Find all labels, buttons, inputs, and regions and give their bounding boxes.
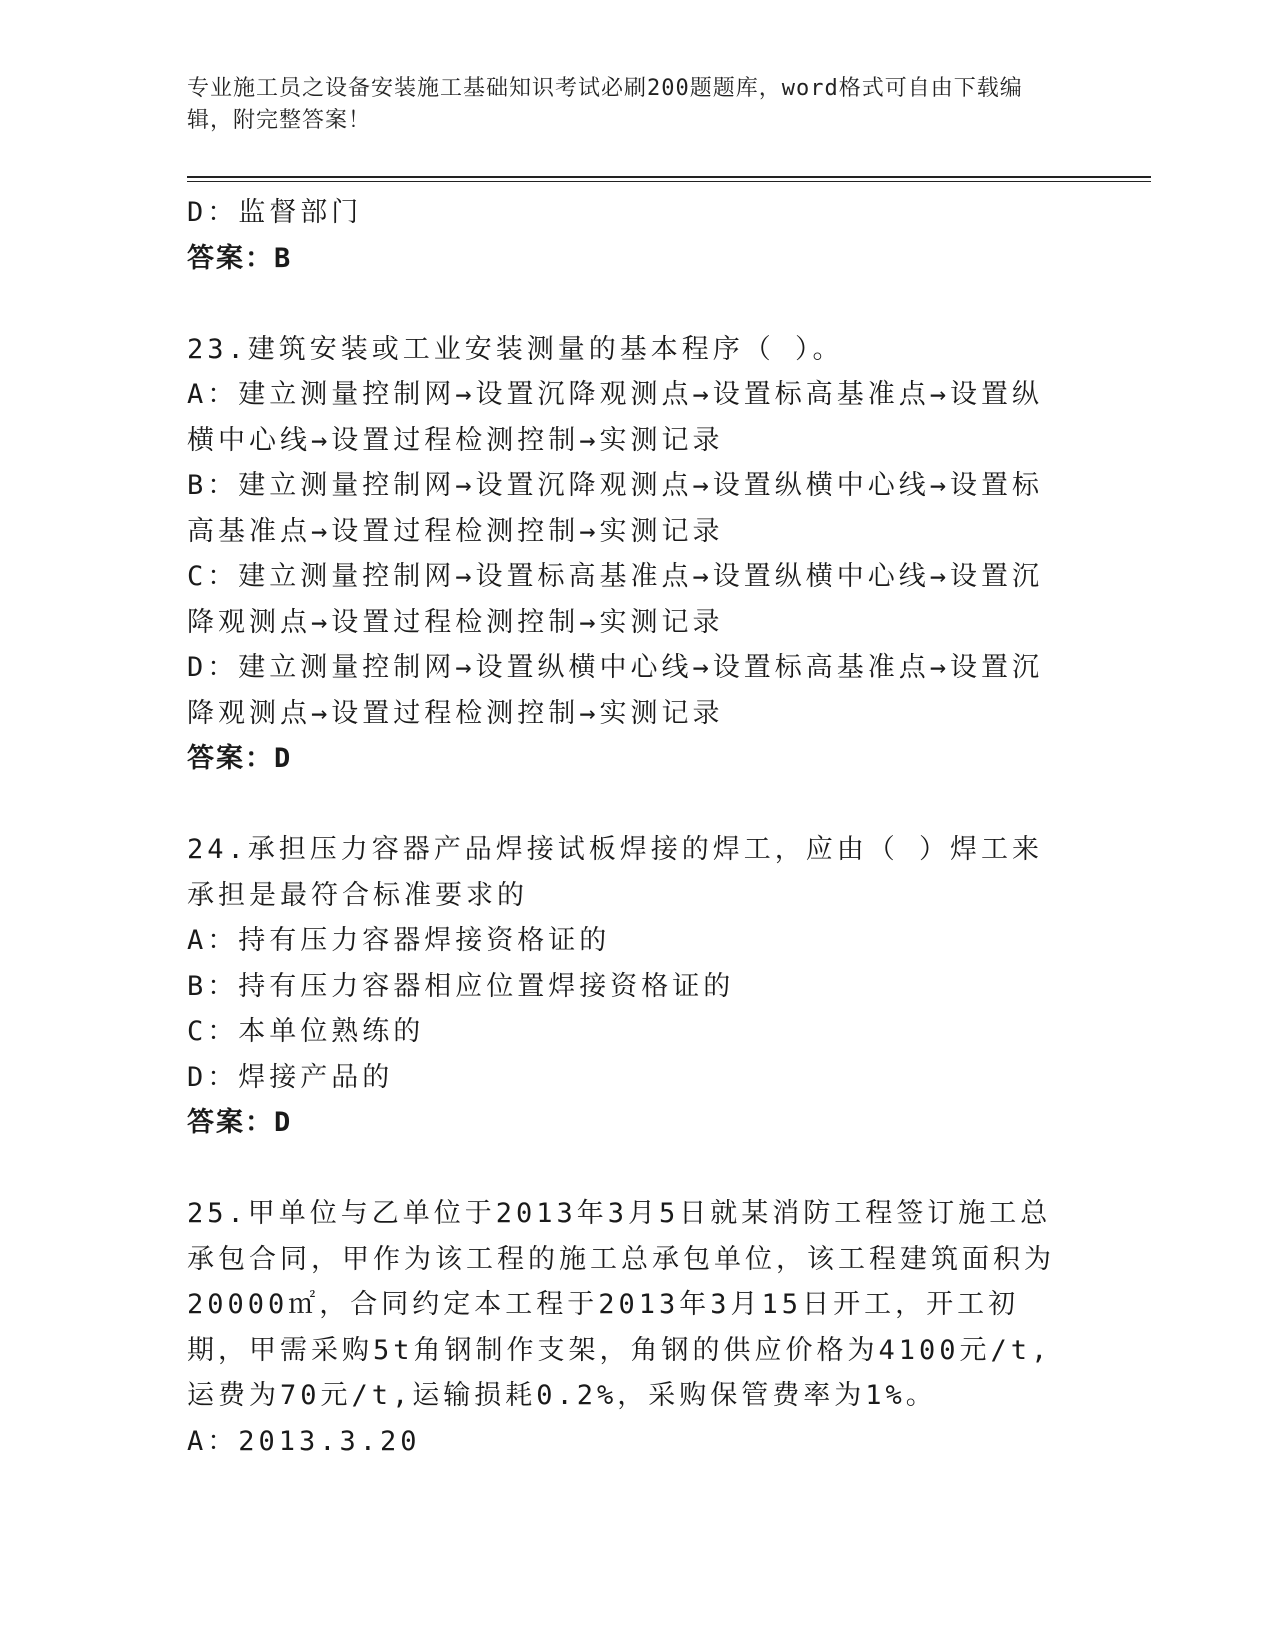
option-a: A：建立测量控制网→设置沉降观测点→设置标高基准点→设置纵横中心线→设置过程检测控制→实测记录 [187, 379, 1044, 456]
option-d: D：焊接产品的 [187, 1061, 394, 1093]
question-25 [187, 1191, 1067, 1464]
question-24 [187, 827, 1067, 1146]
header-divider-thin [187, 181, 1151, 182]
spacer [187, 782, 1067, 828]
spacer [187, 281, 1067, 327]
answer: 答案：D [187, 743, 293, 774]
question-23 [187, 327, 1067, 782]
option-b: B：建立测量控制网→设置沉降观测点→设置纵横中心线→设置标高基准点→设置过程检测控制→实测记录 [187, 470, 1044, 547]
header-divider-thick [187, 176, 1151, 178]
option-c: C：本单位熟练的 [187, 1016, 425, 1047]
question-22-tail [187, 190, 1067, 281]
header-title: 专业施工员之设备安装施工基础知识考试必刷200题题库，word格式可自由下载编辑，附完整答案！ [187, 76, 1023, 133]
option-b: B：持有压力容器相应位置焊接资格证的 [187, 970, 735, 1002]
document-header [187, 73, 1067, 137]
answer: 答案：B [187, 242, 293, 274]
option-c: C：建立测量控制网→设置标高基准点→设置纵横中心线→设置沉降观测点→设置过程检测控制→实测记录 [187, 561, 1044, 638]
option-a: A：持有压力容器焊接资格证的 [187, 925, 611, 956]
option-a: A：2013.3.20 [187, 1425, 421, 1457]
answer: 答案：D [187, 1107, 293, 1138]
question-stem: 24.承担压力容器产品焊接试板焊接的焊工，应由（ ）焊工来承担是最符合标准要求的 [187, 834, 1044, 911]
spacer [187, 1146, 1067, 1192]
question-stem: 25.甲单位与乙单位于2013年3月5日就某消防工程签订施工总承包合同，甲作为该工程的施工总承包单位，该工程建筑面积为20000㎡，合同约定本工程于2013年3月15日开工，开工初期，甲需采购5t角钢制作支架，角钢的供应价格为4100元/t,运费为70元/t,运输损耗0.2%，采购保管费率为1%。 [187, 1198, 1055, 1411]
option-d: D：建立测量控制网→设置纵横中心线→设置标高基准点→设置沉降观测点→设置过程检测控制→实测记录 [187, 652, 1044, 729]
option-d: D：监督部门 [187, 197, 363, 228]
document-body [187, 190, 1067, 1464]
question-stem: 23.建筑安装或工业安装测量的基本程序（ ）。 [187, 333, 844, 365]
